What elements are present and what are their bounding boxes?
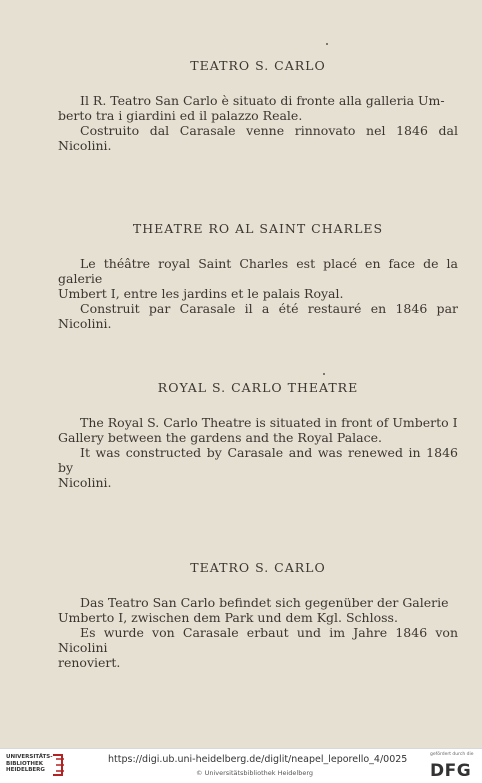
paragraph-line: Es wurde von Carasale erbaut und im Jahre 1846 von Nicolini	[58, 625, 458, 655]
page-url-link[interactable]: https://digi.ub.uni-heidelberg.de/diglit/neapel_leporello_4/0025	[108, 754, 408, 765]
copyright-text: © Universitätsbibliothek Heidelberg	[196, 769, 314, 777]
paragraph-line: The Royal S. Carlo Theatre is situated in front of Umberto I	[80, 415, 458, 430]
viewer-footer	[0, 748, 482, 783]
speck	[323, 373, 325, 375]
library-logo-icon	[50, 753, 66, 777]
paragraph-line: It was constructed by Carasale and was renewed in 1846 by	[58, 445, 458, 475]
paragraph-line: Nicolini.	[58, 475, 112, 490]
funding-note: gefördert durch die	[430, 752, 474, 757]
section-heading: THEATRE RO AL SAINT CHARLES	[132, 221, 384, 236]
dfg-logo[interactable]: DFG	[430, 761, 472, 781]
section-heading: TEATRO S. CARLO	[190, 58, 326, 73]
paragraph-line: Construit par Carasale il a été restauré en 1846 par Nicolini.	[58, 301, 458, 331]
section-italian	[58, 58, 458, 153]
paragraph-line: Umbert I, entre les jardins et le palais Royal.	[58, 286, 344, 301]
paragraph-line: Le théâtre royal Saint Charles est placé en face de la galerie	[58, 256, 458, 286]
paragraph-line: berto tra i giardini ed il palazzo Reale.	[58, 108, 303, 123]
speck	[326, 43, 328, 45]
section-english	[58, 380, 458, 490]
paragraph-line: Das Teatro San Carlo befindet sich gegenüber der Galerie	[80, 595, 449, 610]
section-german	[58, 560, 458, 670]
section-french	[58, 221, 458, 331]
paragraph-line: Il R. Teatro San Carlo è situato di fronte alla galleria Um-	[80, 93, 445, 108]
section-heading: ROYAL S. CARLO THEATRE	[157, 380, 359, 395]
paragraph-line: Umberto I, zwischen dem Park und dem Kgl. Schloss.	[58, 610, 398, 625]
section-heading: TEATRO S. CARLO	[190, 560, 326, 575]
library-logo-text: UNIVERSITÄTS- BIBLIOTHEK HEIDELBERG	[6, 754, 53, 773]
paragraph-line: Gallery between the gardens and the Royal Palace.	[58, 430, 382, 445]
paragraph-line: renoviert.	[58, 655, 121, 670]
paragraph-line: Costruito dal Carasale venne rinnovato nel 1846 dal Nicolini.	[58, 123, 458, 153]
